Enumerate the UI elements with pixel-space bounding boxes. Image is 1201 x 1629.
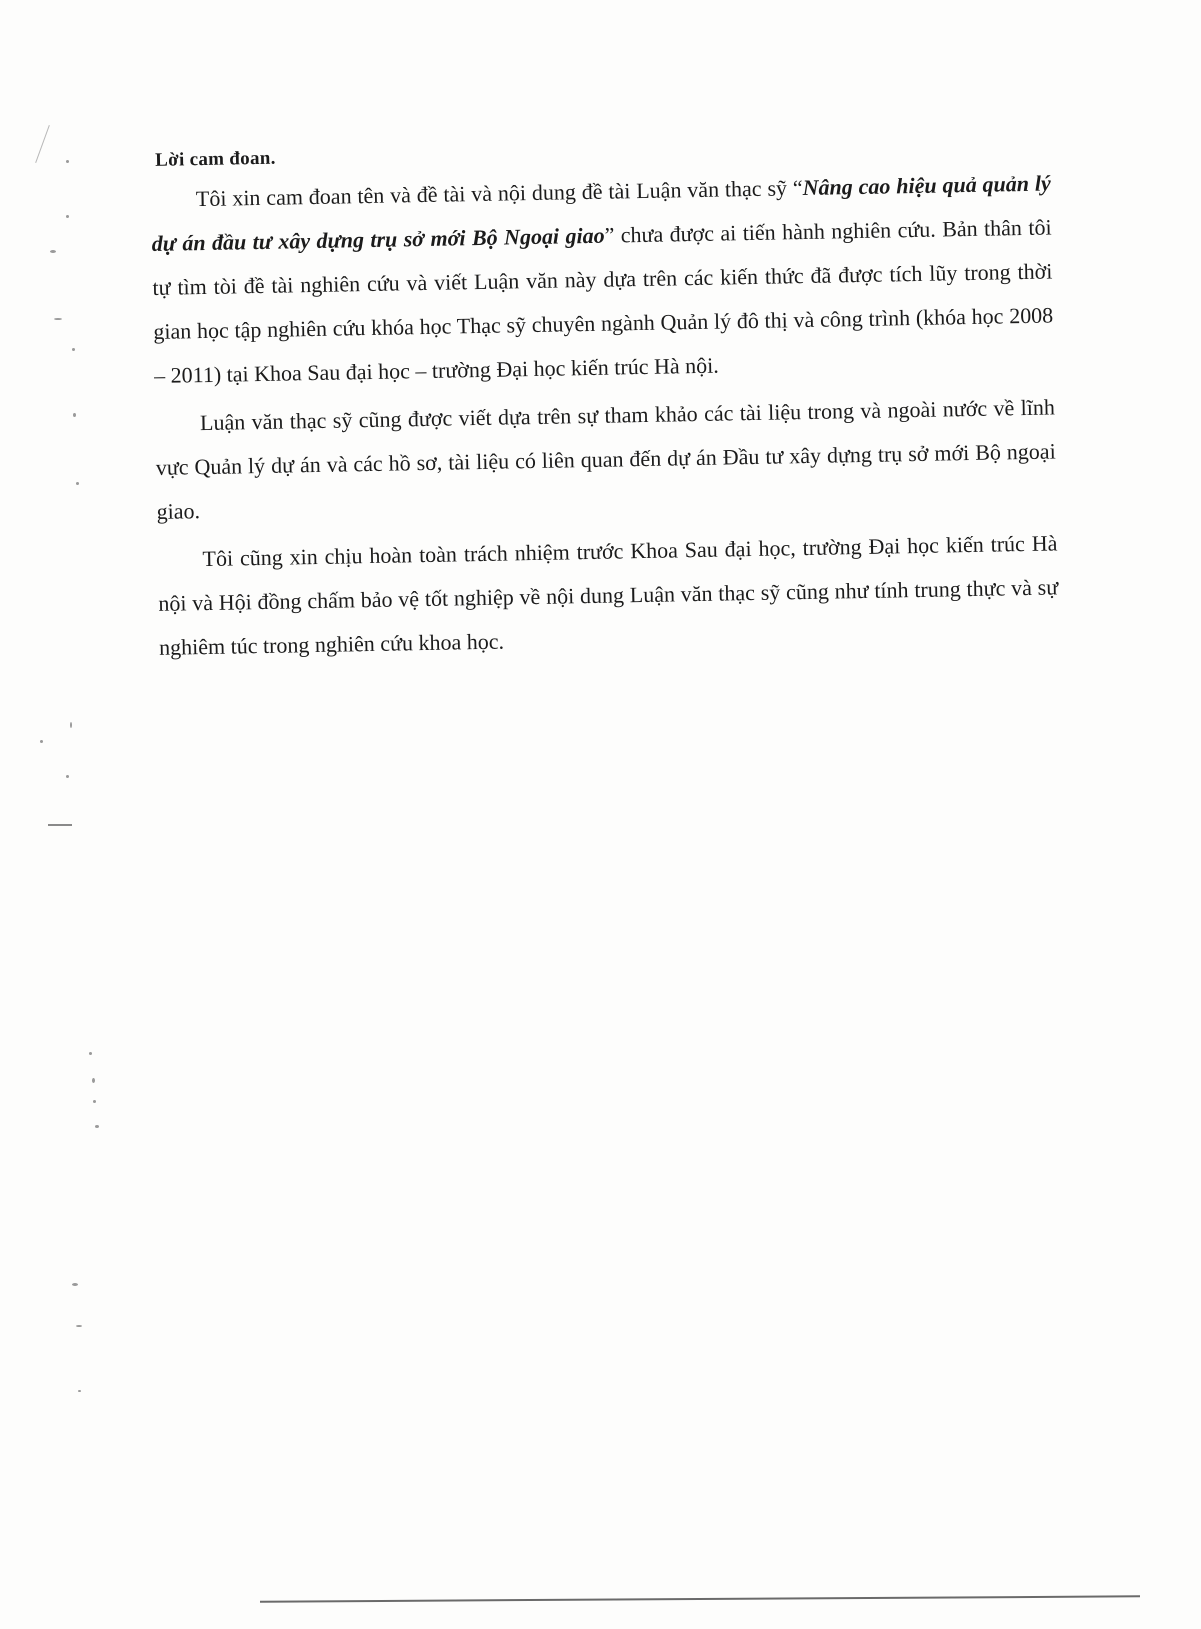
scan-speck bbox=[92, 1078, 95, 1083]
statement-text-block bbox=[150, 134, 1059, 670]
thesis-title: Nâng cao hiệu quả quản lý dự án đầu tư xây dựng trụ sở mới Bộ Ngoại giao bbox=[151, 170, 1051, 256]
scan-speck bbox=[70, 722, 72, 728]
scan-speck bbox=[95, 1125, 99, 1128]
statement-paragraph-2: Luận văn thạc sỹ cũng được viết dựa trên sự tham khảo các tài liệu trong và ngoài nước về lĩnh vực Quản lý dự án và các hồ sơ, tài liệu có liên quan đến dự án Đầu tư xây dựng trụ sở mới Bộ ngoại giao. bbox=[155, 394, 1056, 524]
scan-speck bbox=[78, 1390, 81, 1392]
scan-speck bbox=[66, 215, 69, 218]
paragraph-1-rest: ” chưa được ai tiến hành nghiên cứu. Bản thân tôi tự tìm tòi đề tài nghiên cứu và viết Luận văn này dựa trên các kiến thức đã được tích lũy trong thời gian học tập nghiên cứu khóa học Thạc sỹ chuyên ngành Quản lý đô thị và công trình (khóa học 2008 – 2011) tại Khoa Sau đại học – trường Đại học kiến trúc Hà nội. bbox=[152, 214, 1054, 388]
scan-speck bbox=[76, 482, 79, 485]
scan-speck bbox=[48, 824, 72, 826]
scan-edge-mark bbox=[35, 125, 50, 163]
scan-speck bbox=[72, 348, 75, 351]
scan-speck bbox=[54, 318, 62, 320]
scan-speck bbox=[89, 1052, 92, 1055]
scan-speck bbox=[72, 1283, 78, 1286]
bottom-rule bbox=[260, 1595, 1140, 1602]
scan-speck bbox=[66, 775, 69, 778]
scan-speck bbox=[40, 740, 43, 743]
scan-speck bbox=[73, 413, 76, 417]
scan-speck bbox=[93, 1100, 96, 1103]
statement-paragraph-3: Tôi cũng xin chịu hoàn toàn trách nhiệm trước Khoa Sau đại học, trường Đại học kiến trúc Hà nội và Hội đồng chấm bảo vệ tốt nghiệp về nội dung Luận văn thạc sỹ cũng như tính trung thực và sự nghiêm túc trong nghiên cứu khoa học. bbox=[158, 530, 1059, 660]
statement-paragraph-1 bbox=[151, 162, 1055, 398]
scan-speck bbox=[76, 1325, 82, 1327]
statement-heading: Lời cam đoan. bbox=[154, 147, 276, 171]
paragraph-1-lead: Tôi xin cam đoan tên và đề tài và nội dung đề tài Luận văn thạc sỹ “ bbox=[195, 175, 803, 212]
scan-speck bbox=[50, 250, 56, 253]
scan-speck bbox=[66, 160, 69, 163]
